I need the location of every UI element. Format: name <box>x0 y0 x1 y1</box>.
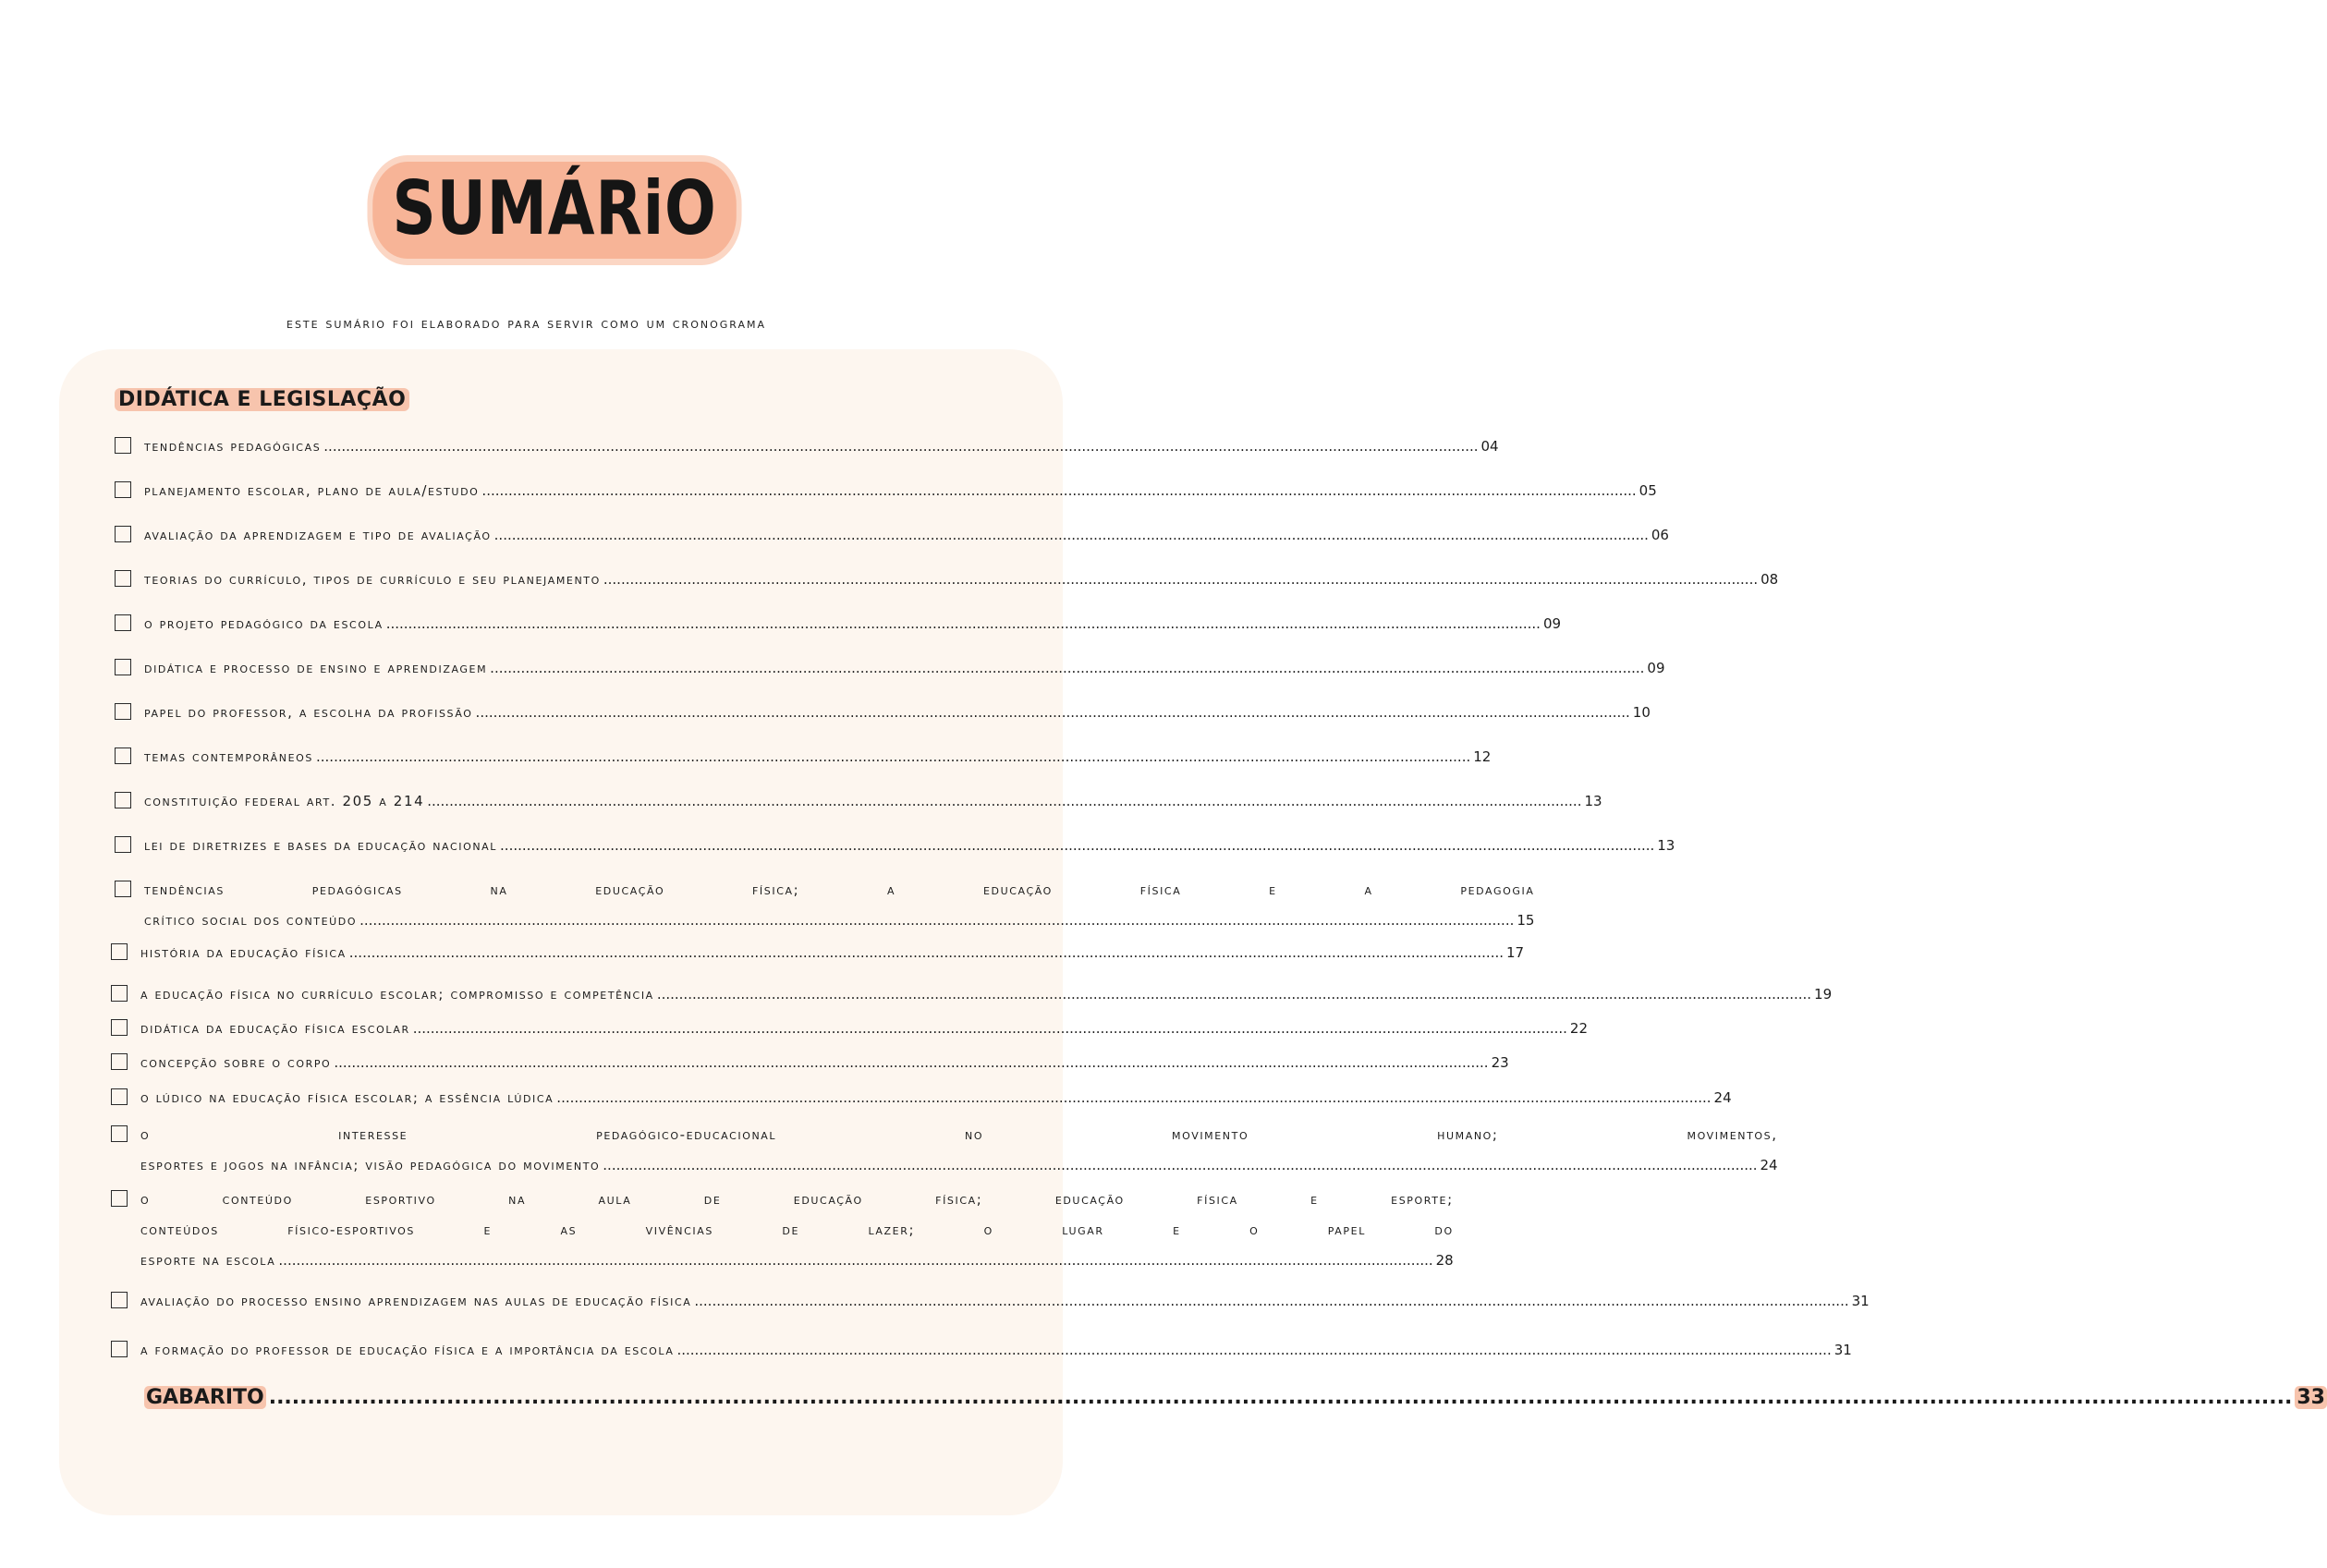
section-title: DIDÁTICA E LEGISLAÇÃO <box>115 388 409 411</box>
checkbox[interactable] <box>111 1019 128 1036</box>
toc-item-text <box>144 476 1657 506</box>
toc-item-text <box>140 1014 1588 1044</box>
checkbox[interactable] <box>115 481 131 498</box>
toc-item-line <box>140 1014 1588 1044</box>
page-number: 22 <box>1569 1020 1589 1037</box>
toc-item <box>115 792 1602 817</box>
gabarito-page: 33 <box>2297 1386 2325 1409</box>
checkbox[interactable] <box>111 985 128 1002</box>
toc-item-line: conteúdos físico-esportivos e as vivências de lazer; o lugar e o papel do <box>140 1222 1454 1238</box>
toc-item-line <box>144 831 1675 861</box>
toc-item <box>111 1341 1852 1366</box>
page-number: 13 <box>1584 793 1602 809</box>
toc-item-label: história da educação física <box>140 944 347 961</box>
page-number: 17 <box>1506 944 1525 961</box>
dot-leader <box>500 831 1654 861</box>
toc-item-label: esporte na escola <box>140 1252 276 1269</box>
checkbox[interactable] <box>111 1053 128 1070</box>
checkbox[interactable] <box>115 836 131 853</box>
toc-item <box>115 437 1499 462</box>
toc-item-label: didática e processo de ensino e aprendizagem <box>144 660 488 676</box>
toc-item-line <box>144 609 1561 639</box>
dot-leader <box>427 786 1581 817</box>
dot-leader <box>676 1335 1831 1366</box>
toc-item <box>111 1292 1870 1317</box>
checkbox[interactable] <box>115 748 131 764</box>
toc-item-label: didática da educação física escolar <box>140 1020 410 1037</box>
toc-item-line: tendências pedagógicas na educação física; a educação física e a pedagogia <box>144 881 1535 898</box>
page-number: 08 <box>1760 571 1779 588</box>
toc-item <box>115 659 1665 684</box>
toc-item-label: papel do professor, a escolha da profissão <box>144 704 473 721</box>
toc-item-label: a formação do professor de educação física e a importância da escola <box>140 1342 675 1358</box>
page-number: 09 <box>1647 660 1665 676</box>
checkbox[interactable] <box>115 881 131 897</box>
page-title: SUMÁRiO <box>372 162 737 259</box>
checkbox[interactable] <box>115 526 131 542</box>
page-number: 05 <box>1639 482 1657 499</box>
dot-leader <box>476 698 1630 728</box>
toc-item-line <box>140 1286 1870 1317</box>
toc-item-label: planejamento escolar, plano de aula/estudo <box>144 482 480 499</box>
toc-item-text <box>144 698 1651 728</box>
page-number: 28 <box>1435 1252 1454 1269</box>
toc-item-text <box>140 938 1524 968</box>
dot-leader <box>490 653 1644 684</box>
checkbox[interactable] <box>111 1190 128 1207</box>
toc-item <box>115 526 1669 551</box>
toc-item <box>115 703 1651 728</box>
page-number: 04 <box>1480 438 1499 455</box>
toc-item <box>111 985 1833 1010</box>
toc-item <box>111 1125 1778 1181</box>
toc-item-label: avaliação do processo ensino aprendizagem nas aulas de educação física <box>140 1293 692 1309</box>
toc-item-label: o lúdico na educação física escolar; a essência lúdica <box>140 1089 554 1106</box>
toc-item <box>115 836 1675 861</box>
toc-item-label: tendências pedagógicas <box>144 438 322 455</box>
page-number: 24 <box>1713 1089 1732 1106</box>
gabarito-entry <box>144 1386 2325 1409</box>
checkbox[interactable] <box>111 1341 128 1357</box>
toc-item-text <box>144 432 1499 462</box>
page-number: 19 <box>1814 986 1833 1003</box>
toc-item-text <box>144 786 1602 817</box>
toc-item <box>115 614 1562 639</box>
toc-item-line <box>144 520 1669 551</box>
toc-item <box>115 570 1779 595</box>
toc-item-text <box>140 1083 1732 1113</box>
toc-item-line: o conteúdo esportivo na aula de educação física; educação física e esporte; <box>140 1191 1454 1208</box>
toc-item-text <box>140 1185 1454 1276</box>
checkbox[interactable] <box>115 570 131 587</box>
dot-leader <box>359 906 1514 936</box>
toc-item-line <box>144 565 1778 595</box>
toc-item-line <box>144 906 1534 936</box>
toc-item-line <box>140 1246 1454 1276</box>
toc-item-label: a educação física no currículo escolar; compromisso e competência <box>140 986 654 1003</box>
toc-item <box>111 1190 1454 1276</box>
page-number: 31 <box>1851 1293 1870 1309</box>
toc-item-text <box>144 609 1561 639</box>
gabarito-label: GABARITO <box>146 1386 264 1409</box>
checkbox[interactable] <box>115 703 131 720</box>
checkbox[interactable] <box>111 1125 128 1142</box>
toc-item-label: concepção sobre o corpo <box>140 1054 332 1071</box>
page-number: 24 <box>1760 1157 1778 1173</box>
page-number: 12 <box>1473 748 1492 765</box>
page-number: 31 <box>1834 1342 1852 1358</box>
checkbox[interactable] <box>111 1088 128 1105</box>
dot-leader <box>481 476 1636 506</box>
checkbox[interactable] <box>115 792 131 808</box>
toc-item-text <box>140 979 1832 1010</box>
toc-item-line <box>140 938 1524 968</box>
dot-leader <box>323 432 1478 462</box>
toc-item <box>115 881 1535 936</box>
toc-item-text <box>144 565 1778 595</box>
page-number: 09 <box>1542 615 1562 632</box>
toc-item-text <box>144 653 1665 684</box>
dot-leader <box>269 1386 2293 1409</box>
checkbox[interactable] <box>111 943 128 960</box>
toc-item-line <box>144 742 1491 772</box>
toc-item-text <box>140 1120 1778 1181</box>
toc-item-line: o interesse pedagógico-educacional no movimento humano; movimentos, <box>140 1126 1778 1143</box>
dot-leader <box>657 979 1811 1010</box>
toc-item-text <box>144 831 1675 861</box>
toc-item-label: teorias do currículo, tipos de currículo e seu planejamento <box>144 571 601 588</box>
dot-leader <box>386 609 1541 639</box>
dot-leader <box>603 1150 1757 1181</box>
page-number: 13 <box>1657 837 1675 854</box>
toc-item <box>111 1019 1589 1044</box>
toc-item-text <box>144 875 1534 936</box>
dot-leader <box>334 1048 1488 1078</box>
dot-leader <box>494 520 1649 551</box>
toc-item-line <box>140 1335 1852 1366</box>
page-number: 06 <box>1651 527 1669 543</box>
checkbox[interactable] <box>111 1292 128 1308</box>
dot-leader <box>556 1083 1711 1113</box>
checkbox[interactable] <box>115 614 131 631</box>
page-number: 23 <box>1491 1054 1509 1071</box>
toc-item <box>111 1053 1509 1078</box>
toc-item-label: lei de diretrizes e bases da educação nacional <box>144 837 498 854</box>
toc-item-line <box>144 786 1602 817</box>
toc-item-line <box>144 476 1657 506</box>
toc-item-text <box>140 1286 1870 1317</box>
page-subtitle: este sumário foi elaborado para servir como um cronograma <box>286 315 767 332</box>
dot-leader <box>349 938 1504 968</box>
toc-item <box>111 943 1525 968</box>
dot-leader <box>278 1246 1432 1276</box>
toc-item-line <box>140 979 1832 1010</box>
toc-item-text <box>140 1335 1852 1366</box>
toc-item <box>111 1088 1732 1113</box>
toc-item-text <box>144 520 1669 551</box>
page-number: 15 <box>1517 912 1535 929</box>
toc-item-line <box>140 1083 1732 1113</box>
toc-item-label: constituição federal art. 205 a 214 <box>144 793 425 809</box>
title-wrap <box>0 162 1109 259</box>
dot-leader <box>413 1014 1567 1044</box>
toc-item-label: temas contemporâneos <box>144 748 313 765</box>
page-number: 10 <box>1632 704 1651 721</box>
checkbox[interactable] <box>115 659 131 675</box>
dot-leader <box>316 742 1470 772</box>
toc-item-text <box>140 1048 1509 1078</box>
toc-item-line <box>140 1048 1509 1078</box>
checkbox[interactable] <box>115 437 131 454</box>
toc-item <box>115 748 1492 772</box>
toc-item-line <box>144 653 1665 684</box>
toc-item-line <box>140 1150 1778 1181</box>
toc-item-label: esportes e jogos na infância; visão pedagógica do movimento <box>140 1157 601 1173</box>
toc-item-line <box>144 698 1651 728</box>
toc-item-line <box>144 432 1499 462</box>
toc-item <box>115 481 1657 506</box>
dot-leader <box>603 565 1758 595</box>
toc-item-label: o projeto pedagógico da escola <box>144 615 384 632</box>
dot-leader <box>694 1286 1848 1317</box>
toc-item-label: avaliação da aprendizagem e tipo de avaliação <box>144 527 492 543</box>
toc-item-label: crítico social dos conteúdo <box>144 912 358 929</box>
toc-item-text <box>144 742 1491 772</box>
